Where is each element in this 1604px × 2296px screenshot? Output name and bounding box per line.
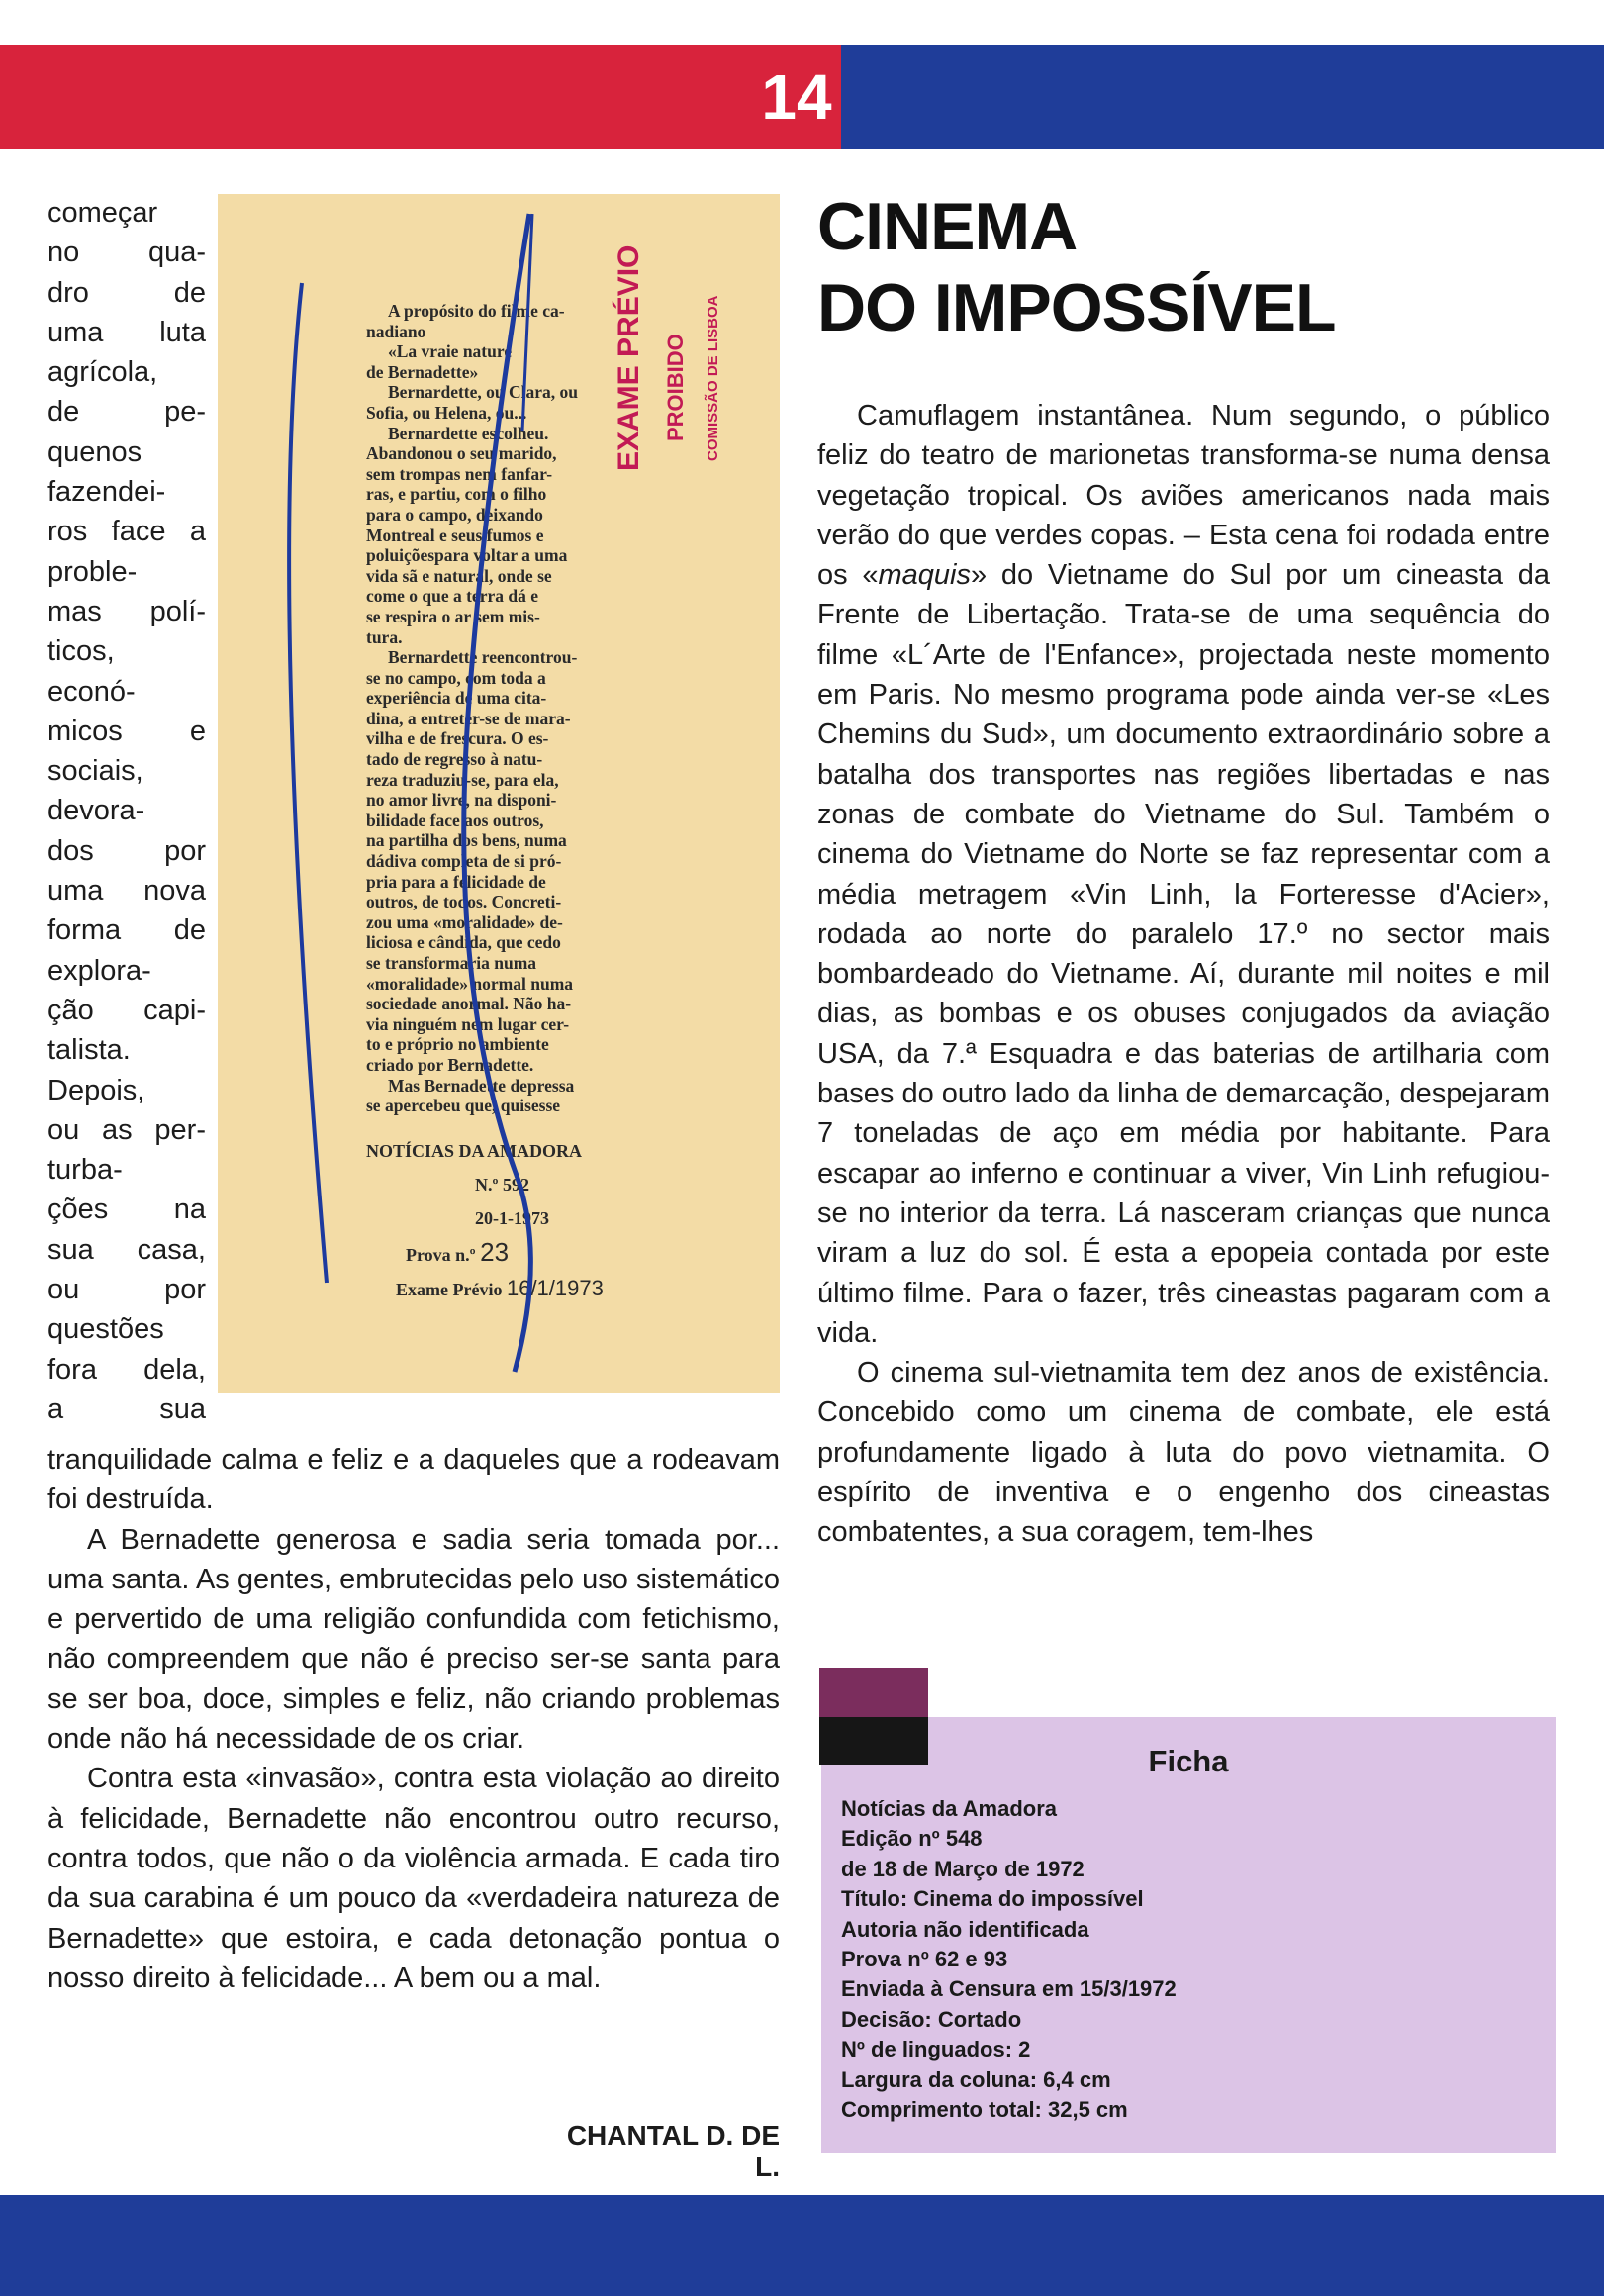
clipping-line: se no campo, com toda a (366, 667, 546, 688)
ficha-box (821, 1717, 1556, 2152)
ficha-tab-bottom (819, 1717, 928, 1765)
clipping-line: Abandonou o seu marido, (366, 443, 557, 464)
narrow-line: começar (47, 197, 158, 229)
clipping-line: A propósito do filme ca- (388, 301, 565, 321)
ficha-line: Notícias da Amadora (841, 1796, 1058, 1821)
narrow-line: forma de (47, 914, 206, 947)
clipping-line: sem trompas nem fanfar- (366, 463, 553, 484)
ficha-line: Enviada à Censura em 15/3/1972 (841, 1976, 1177, 2002)
ficha-line: Autoria não identificada (841, 1916, 1089, 1942)
clipping-line: zou uma «moralidade» de- (366, 911, 563, 932)
ficha-line: Título: Cinema do impossível (841, 1886, 1144, 1912)
article-title (817, 186, 1569, 348)
clipping-line: de Bernadette» (366, 361, 479, 382)
clipping-line: para o campo, deixando (366, 504, 543, 525)
clipping-line: experiência de uma cita- (366, 688, 547, 709)
footer-blue-band (0, 2195, 1604, 2296)
narrow-line: fora dela, (47, 1353, 206, 1386)
clipping-line: Mas Bernadette depressa (388, 1075, 575, 1096)
clipping-line: Bernardette reencontrou- (388, 647, 578, 668)
clipping-line: nadiano (366, 321, 426, 341)
clipping-line: ras, e partiu, com o filho (366, 484, 547, 505)
narrow-line: explora- (47, 954, 151, 987)
clipping-line: no amor livre, na disponi- (366, 790, 557, 811)
clipping-exam-date: 16/1/1973 (506, 1276, 604, 1300)
clipping-line: reza traduziu-se, para ela, (366, 769, 559, 790)
narrow-line: devora- (47, 795, 145, 827)
clipping-line: dádiva completa de si pró- (366, 851, 562, 872)
clipping-line: poluiçõespara voltar a uma (366, 545, 568, 566)
censor-pen-strokes (218, 194, 780, 1393)
clipping-line: sociedade anormal. Não ha- (366, 994, 572, 1014)
narrow-line: dro de (47, 276, 206, 309)
paragraph-3: Contra esta «invasão», contra esta violação ao direito à felicidade, Bernadette não encontrou outro recurso, contra todos, que não o da violência armada. E cada tiro da sua carabina é um pouco da «verdadeira natureza de Bernadette» que estoira, e cada detonação pontua o nosso direito à felicidade... A bem ou a mal. (47, 1763, 780, 1994)
article-body (817, 396, 1550, 1553)
narrow-line: sua casa, (47, 1233, 206, 1266)
clipping-line: «moralidade» normal numa (366, 973, 574, 994)
clipping-line: liciosa e cândida, que cedo (366, 932, 561, 953)
narrow-line: ros face a (47, 516, 206, 548)
clipping-line: tura. (366, 626, 403, 647)
clipping-number: N.º 592 (475, 1175, 529, 1195)
clipping-proof-number: 23 (480, 1237, 510, 1267)
clipping-line: se respira o ar sem mis- (366, 606, 540, 626)
narrow-line: uma nova (47, 875, 206, 908)
stamp-line-3: COMISSÃO DE LISBOA (705, 295, 721, 461)
clipping-publication: NOTÍCIAS DA AMADORA (366, 1141, 583, 1161)
narrow-line: uma luta (47, 316, 206, 348)
author-signature: CHANTAL D. DE L. (566, 2120, 780, 2182)
clipping-line: Bernardette escolheu. (388, 423, 549, 443)
narrow-line: ou as per- (47, 1113, 206, 1146)
narrow-line: talista. (47, 1034, 131, 1067)
paragraph-2: A Bernadette generosa e sadia seria tomada por... uma santa. As gentes, embrutecidas pelo uso sistemático e pervertido de uma religião confundida com fetichismo, não compreendem que não é preciso ser-se santa para se ser boa, doce, simples e feliz, não criando problemas onde não há necessidade de os criar. (47, 1523, 780, 1756)
clipping-line: criado por Bernadette. (366, 1054, 534, 1075)
ficha-tab-top (819, 1668, 928, 1717)
page-number: 14 (761, 61, 832, 133)
clipping-line: Montreal e seus fumos e (366, 525, 544, 545)
ficha-line: Decisão: Cortado (841, 2006, 1022, 2032)
clipping-line: via ninguém nem lugar cer- (366, 1013, 570, 1034)
narrow-line: agrícola, (47, 356, 158, 389)
narrow-line: turba- (47, 1154, 123, 1187)
clipping-footer: NOTÍCIAS DA AMADORA N.º 592 20-1-1973 Prova n.º 23 Exame Prévio 16/1/1973 (356, 1134, 712, 1306)
clipping-line: se transformaria numa (366, 953, 537, 973)
clipping-line: na partilha dos bens, numa (366, 830, 567, 851)
ficha-details (841, 1794, 1177, 2125)
clipping-line: come o que a terra dá e (366, 586, 538, 607)
ficha-title: Ficha (1148, 1744, 1229, 1778)
narrow-line: dos por (47, 834, 206, 867)
clipping-line: tado de regresso à natu- (366, 749, 543, 770)
narrow-line: questões (47, 1313, 164, 1346)
narrow-line: de pe- (47, 396, 206, 429)
clipping-line: outros, de todos. Concreti- (366, 892, 562, 912)
censored-clipping-image (218, 194, 780, 1393)
clipping-date: 20-1-1973 (475, 1208, 549, 1228)
header-red-band (0, 45, 841, 149)
left-body-text (47, 1440, 780, 1998)
clipping-line: se apercebeu que, quisesse (366, 1096, 561, 1116)
article-paragraph-1: Camuflagem instantânea. Num segundo, o público feliz do teatro de marionetas transforma-se numa densa vegetação tropical. Os aviões americanos nada mais verão do que verdes copas. – Esta cena foi rodada entre os «maquis» do Vietname do Sul por um cineasta da Frente de Libertação. Trata-se de uma sequência do filme «L´Arte de l'Enfance», projectada neste momento em Paris. No mesmo programa pode ainda ver-se «Les Chemins du Sud», um documento extraordinário sobre a batalha dos transportes nas regiões libertadas e nas zonas de combate do Vietname do Sul. Também o cinema do Vietname do Norte se faz representar com a média metragem «Vin Linh, la Forteresse d'Acier», rodada ao norte do paralelo 17.º no sector mais bombardeado do Vietname. Aí, durante mil noites e mil dias, as bombas e os obuses conjugados da aviação USA, da 7.ª Esquadra e das baterias de artilharia com bases do outro lado da linha de demarcação, despejaram 7 toneladas de aço em média por habitante. Para escapar ao inferno e continuar a viver, Vin Linh refugiou-se no interior da terra. Lá nasceram crianças que nunca viram a luz do sol. É esta a epopeia contada por este último filme. Para o fazer, três cineastas pagaram com a vida. (817, 400, 1550, 1349)
clipping-line: dina, a entreter-se de mara- (366, 708, 571, 728)
narrow-line: ções na (47, 1194, 206, 1226)
paragraph-1-end: tranquilidade calma e feliz e a daqueles que a rodeavam foi destruída. (47, 1444, 780, 1516)
narrow-line: no qua- (47, 237, 206, 269)
title-line-1: CINEMA (817, 189, 1078, 264)
narrow-line: ticos, (47, 635, 115, 668)
narrow-line: quenos (47, 435, 142, 468)
clipping-line: bilidade face aos outros, (366, 810, 544, 830)
narrow-line: Depois, (47, 1074, 145, 1106)
narrow-line: ou por (47, 1274, 206, 1306)
clipping-line: Bernardette, ou Clara, ou (388, 382, 578, 403)
clipping-line: vida sã e natural, onde se (366, 565, 552, 586)
left-narrow-column (47, 193, 206, 1429)
title-line-2: DO IMPOSSÍVEL (817, 270, 1336, 345)
clipping-line: pria para a felicidade de (366, 871, 546, 892)
article-paragraph-2: O cinema sul-vietnamita tem dez anos de existência. Concebido como um cinema de combate, ele está profundamente ligado à luta do povo vietnamita. O espírito de inventiva e o engenho dos cineastas combatentes, a sua coragem, tem-lhes (817, 1357, 1550, 1549)
narrow-line: sociais, (47, 755, 143, 788)
narrow-line: econó- (47, 675, 136, 708)
ficha-line: Comprimento total: 32,5 cm (841, 2097, 1128, 2123)
stamp-line-2: PROIBIDO (663, 334, 688, 441)
clipping-line: «La vraie nature (388, 341, 513, 362)
ficha-line: Nº de linguados: 2 (841, 2037, 1031, 2062)
narrow-line: proble- (47, 555, 138, 588)
narrow-line: fazendei- (47, 476, 166, 509)
ficha-line: Prova nº 62 e 93 (841, 1947, 1008, 1972)
ficha-line: Edição nº 548 (841, 1826, 983, 1852)
narrow-line: a sua (47, 1392, 206, 1425)
clipping-line: vilha e de frescura. O es- (366, 728, 549, 749)
narrow-line: micos e (47, 715, 206, 747)
stamp-line-1: EXAME PRÉVIO (613, 244, 645, 471)
narrow-line: ção capi- (47, 994, 206, 1026)
narrow-line: mas polí- (47, 595, 206, 627)
ficha-line: de 18 de Março de 1972 (841, 1856, 1085, 1881)
clipping-line: Sofia, ou Helena, ou... (366, 402, 527, 423)
header-blue-band (841, 45, 1604, 149)
clipping-line: to e próprio no ambiente (366, 1034, 549, 1055)
ficha-line: Largura da coluna: 6,4 cm (841, 2066, 1111, 2092)
